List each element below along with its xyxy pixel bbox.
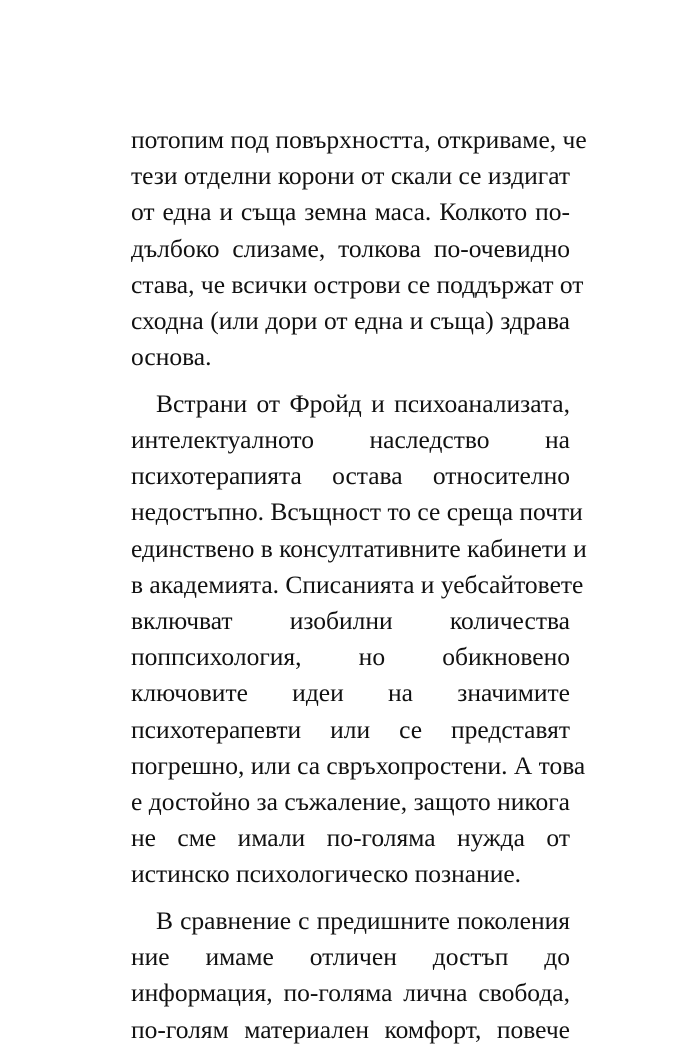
text-line: потопим под повърхността, откриваме, че: [131, 125, 587, 154]
text-line: единствено в консултативните кабинети и: [131, 533, 587, 563]
text-line: Встрани от Фройд и психоанализата,: [156, 388, 570, 418]
text-line: по-голям материален комфорт, повече: [131, 1014, 570, 1044]
text-line: информация, по-голяма лична свобода,: [131, 978, 570, 1008]
text-line: истинско психологическо познание.: [131, 859, 522, 889]
text-line: психотерапията остава относително: [131, 461, 570, 491]
paragraph-spacing: [131, 375, 570, 386]
text-line: дълбоко слизаме, толкова по-очевидно: [131, 233, 570, 263]
text-line: от една и съща земна маса. Колкото по-: [131, 197, 570, 227]
text-line: основа.: [131, 342, 212, 372]
text-line: е достойно за съжаление, защото никога: [131, 786, 570, 816]
text-line: в академията. Списанията и уебсайтовете: [131, 569, 584, 599]
text-line: В сравнение с предишните поколения: [156, 905, 570, 935]
text-line: ключовите идеи на значимите: [131, 678, 570, 708]
text-line: става, че всички острови се поддържат от: [131, 269, 584, 299]
text-line: недостъпно. Всъщност то се среща почти: [131, 497, 583, 527]
text-line: погрешно, или са свръхопростени. А това: [131, 750, 586, 780]
body-text: [131, 122, 587, 1048]
paragraph: [131, 903, 570, 1048]
text-line: ние имаме отличен достъп до: [131, 942, 570, 972]
paragraph-spacing: [131, 892, 570, 903]
paragraph: [131, 386, 587, 893]
text-line: включват изобилни количества: [131, 605, 570, 635]
text-line: тези отделни корони от скали се издигат: [131, 161, 570, 191]
text-line: интелектуалното наследство на: [131, 425, 570, 454]
text-line: не сме имали по-голяма нужда от: [131, 823, 570, 853]
text-line: сходна (или дори от една и съща) здрава: [131, 305, 570, 335]
text-line: психотерапевти или се представят: [131, 714, 570, 744]
text-line: поппсихология, но обикновено: [131, 642, 570, 672]
paragraph: [131, 122, 587, 375]
